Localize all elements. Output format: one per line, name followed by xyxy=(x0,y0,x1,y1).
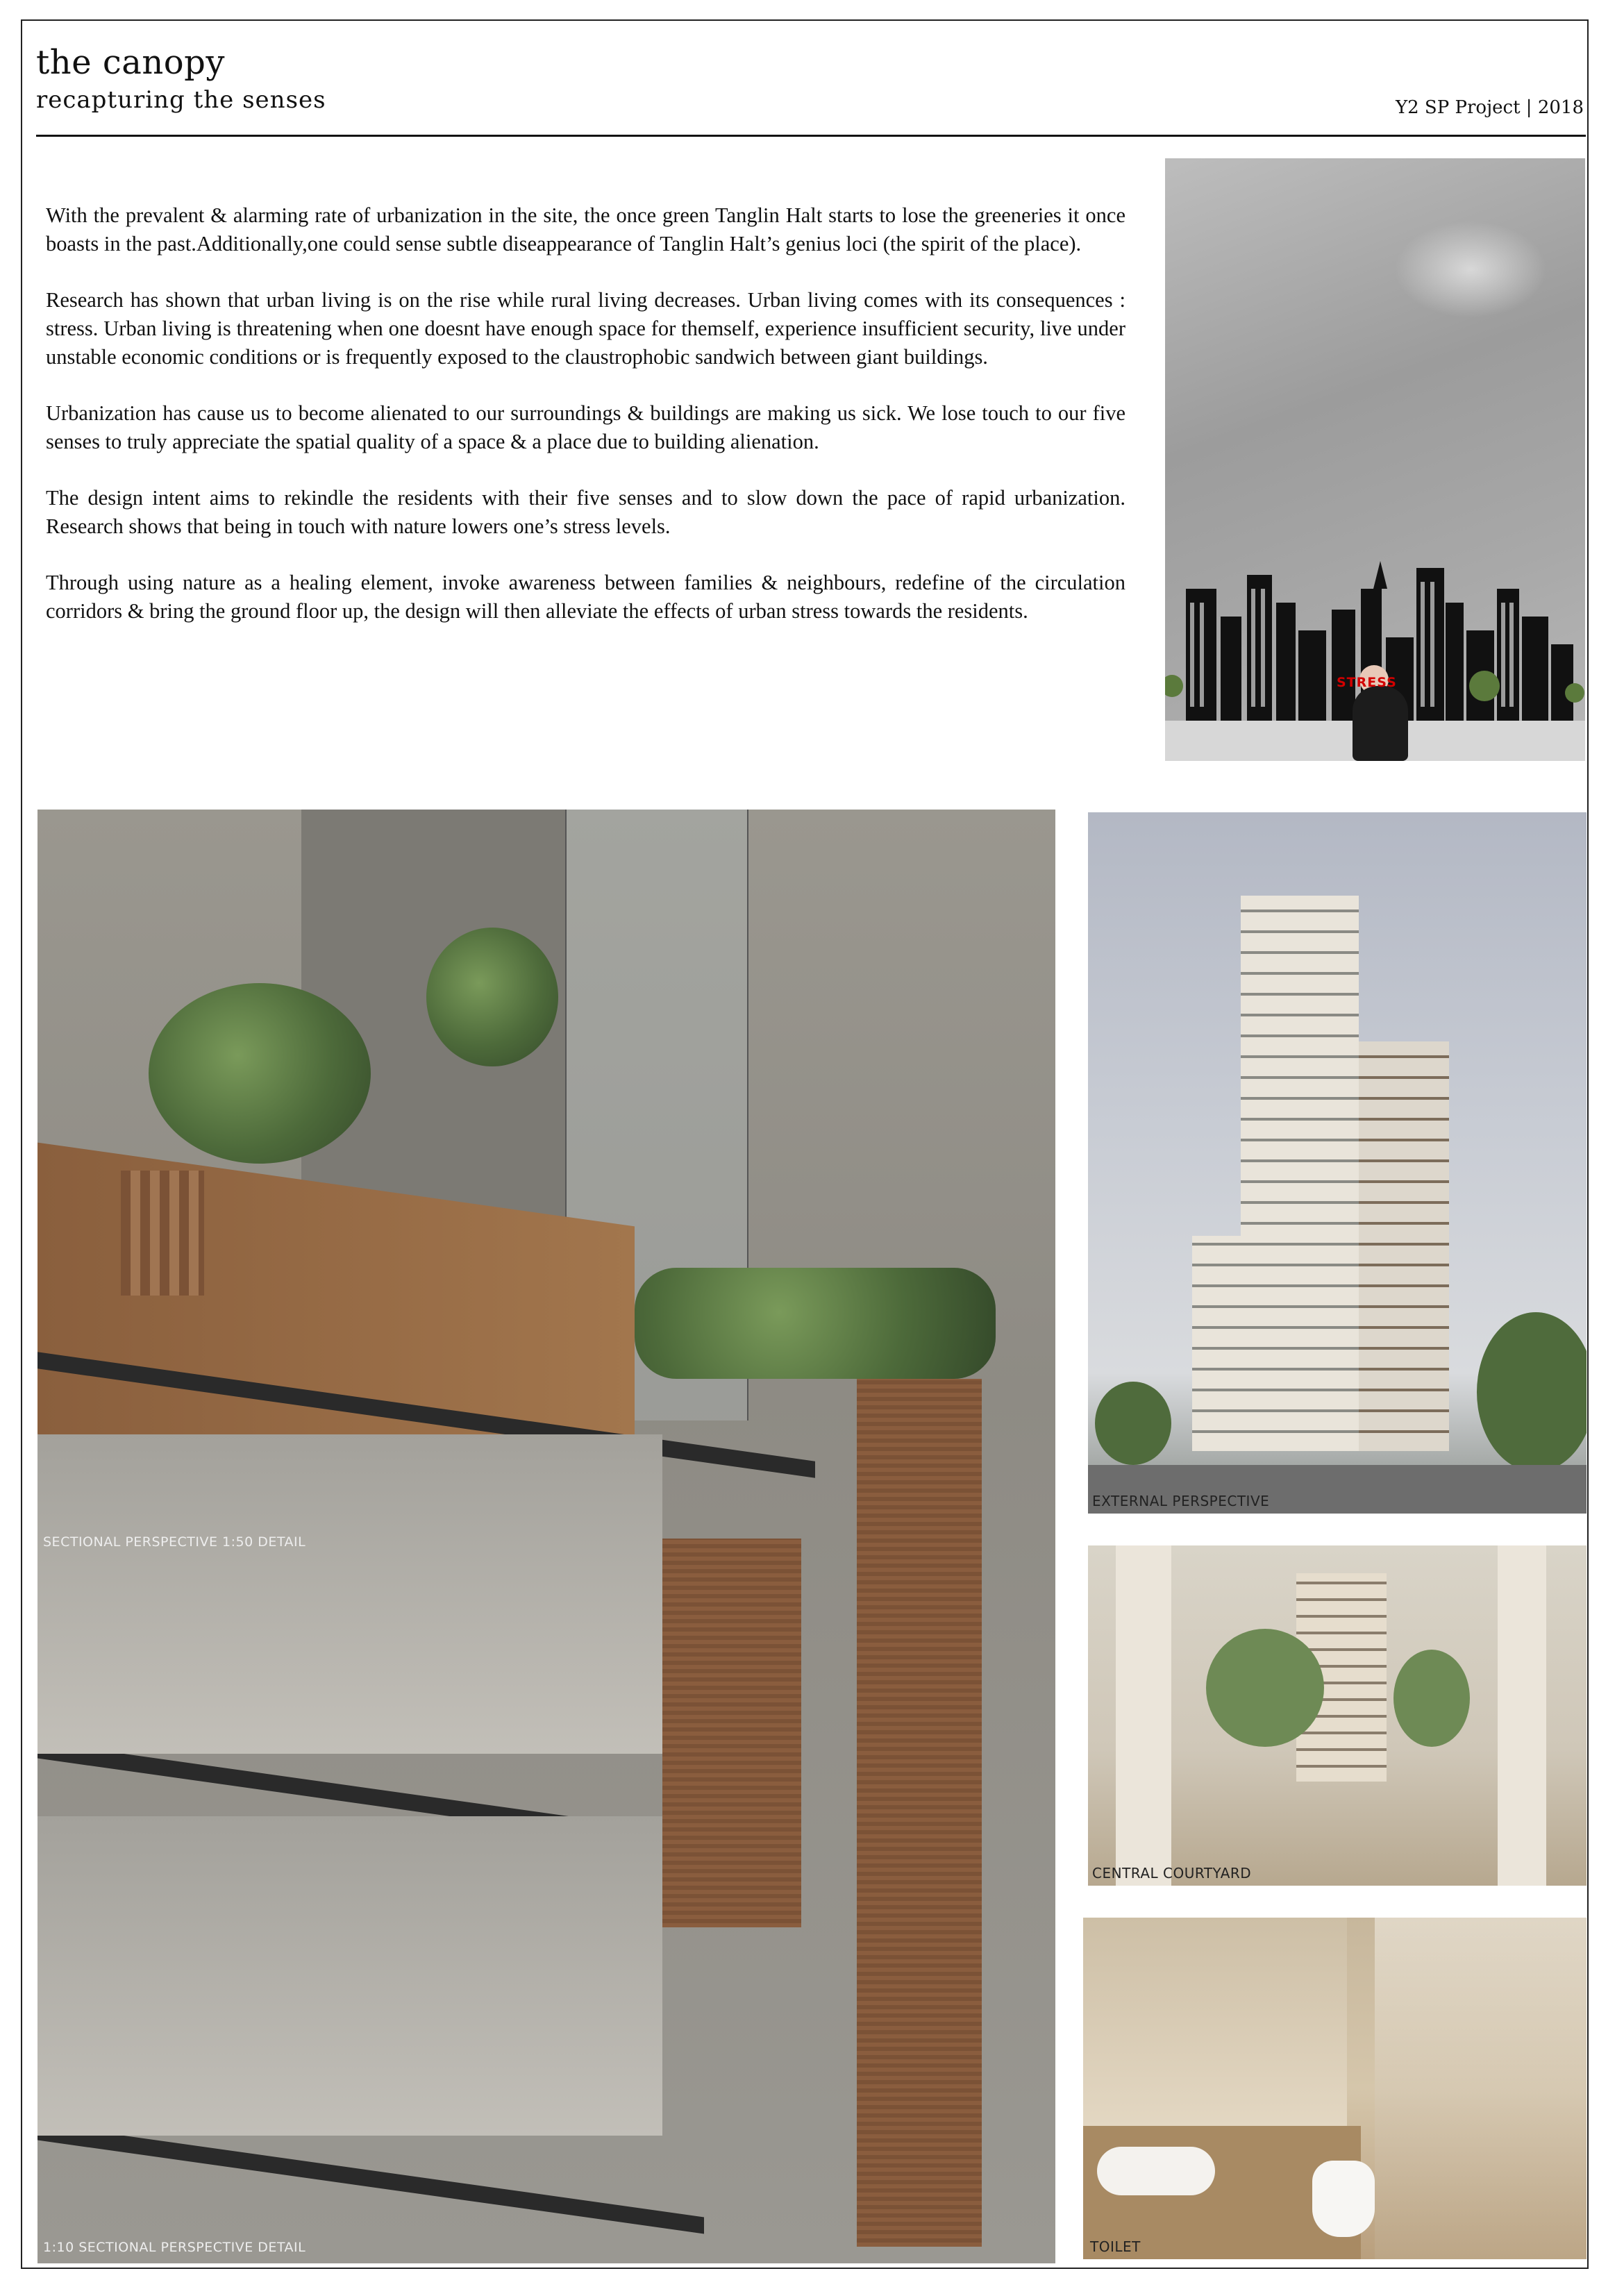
external-perspective-image xyxy=(1088,812,1587,1514)
shower-glass xyxy=(1375,1918,1587,2259)
tree xyxy=(426,928,558,1066)
perforated-screen xyxy=(857,1379,982,2247)
tower xyxy=(1359,1041,1449,1451)
paragraph: Through using nature as a healing element, invoke awareness between families & neighbours, redefine of the circulation corridors & bring the ground floor up, the design will then alleviate the effects of urban stress towards the residents. xyxy=(46,571,1125,623)
sectional-perspective xyxy=(37,810,1055,2263)
intro-text xyxy=(46,201,1125,653)
tree xyxy=(1477,1312,1587,1472)
image-label: CENTRAL COURTYARD xyxy=(1092,1865,1252,1882)
image-label: EXTERNAL PERSPECTIVE xyxy=(1092,1493,1270,1509)
corridor-wall xyxy=(37,1816,662,2136)
project-meta: Y2 SP Project | 2018 xyxy=(1395,97,1584,118)
tower xyxy=(1192,1236,1255,1451)
header-rule xyxy=(36,135,1586,137)
paragraph: With the prevalent & alarming rate of urbanization in the site, the once green Tanglin Halt starts to lose the greeneries it once boasts in the past.Additionally,one could sense subtle diseappearance of Tanglin Halt’s genius loci (the spirit of the place). xyxy=(46,203,1125,255)
page-subtitle: recapturing the senses xyxy=(36,86,326,114)
section-label: SECTIONAL PERSPECTIVE 1:50 DETAIL xyxy=(43,1534,306,1550)
stressed-person xyxy=(1353,686,1408,761)
central-courtyard-image xyxy=(1088,1545,1587,1886)
perforated-screen xyxy=(662,1539,801,1927)
section-label: 1:10 SECTIONAL PERSPECTIVE DETAIL xyxy=(43,2240,306,2255)
toilet-image xyxy=(1083,1918,1587,2259)
paragraph: Urbanization has cause us to become alienated to our surroundings & buildings are making us sick. We lose touch to our five senses to truly appreciate the spatial quality of a space & a place due to building alienation. xyxy=(46,401,1125,453)
column xyxy=(1116,1545,1171,1886)
tower xyxy=(1241,896,1359,1451)
wc xyxy=(1312,2161,1375,2237)
tiled-wall xyxy=(1083,1918,1347,2126)
tree xyxy=(149,983,371,1164)
tree xyxy=(1095,1382,1171,1465)
planter xyxy=(635,1268,996,1379)
page-title: the canopy xyxy=(36,43,226,82)
corridor-wall xyxy=(37,1434,662,1754)
image-label: TOILET xyxy=(1090,2238,1141,2255)
paragraph: Research has shown that urban living is on the rise while rural living decreases. Urban living comes with its consequences : stress. Urban living is threatening when one doesnt have enough space for themself, experience insufficient security, live under unstable economic conditions or is frequently exposed to the claustrophobic sandwich between giant buildings. xyxy=(46,288,1125,369)
basin xyxy=(1097,2147,1215,2195)
tree xyxy=(1393,1650,1470,1747)
tree xyxy=(1206,1629,1324,1747)
stress-illustration xyxy=(1165,158,1585,761)
column xyxy=(1498,1545,1546,1886)
paragraph: The design intent aims to rekindle the residents with their five senses and to slow down the pace of rapid urbanization. Research shows that being in touch with nature lowers one’s stress levels. xyxy=(46,486,1125,538)
timber-slats xyxy=(121,1171,204,1296)
stress-label: STRESS xyxy=(1337,675,1397,690)
